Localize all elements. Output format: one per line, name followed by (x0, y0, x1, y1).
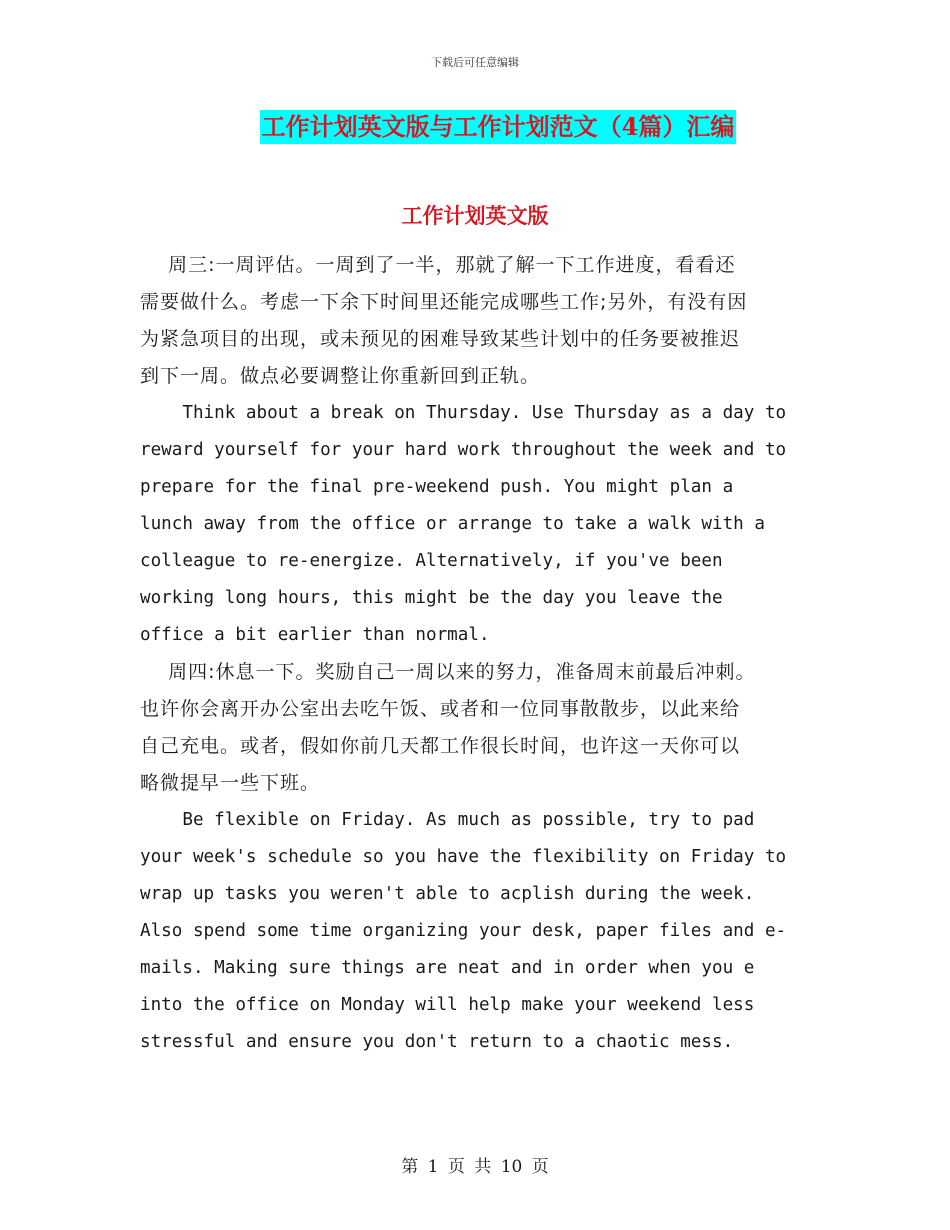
body-line: Also spend some time organizing your desk, paper files and e- (140, 921, 787, 941)
section-title: 工作计划英文版 (401, 203, 549, 228)
body-line: working long hours, this might be the day you leave the (140, 588, 723, 608)
body-line: stressful and ensure you don't return to a chaotic mess. (140, 1032, 734, 1052)
body-line: 周三:一周评估。一周到了一半，那就了解一下工作进度，看看还 (140, 254, 736, 276)
body-line: lunch away from the office or arrange to take a walk with a (140, 514, 765, 534)
body-line: office a bit earlier than normal. (140, 625, 490, 645)
body-line: 也许你会离开办公室出去吃午饭、或者和一位同事散散步，以此来给 (140, 698, 741, 720)
body-line: your week's schedule so you have the flexibility on Friday to (140, 847, 787, 867)
header-note: 下载后可任意编辑 (431, 56, 519, 69)
body-line: prepare for the final pre-weekend push. You might plan a (140, 477, 734, 497)
body-line: 自己充电。或者，假如你前几天都工作很长时间，也许这一天你可以 (140, 735, 741, 757)
body-line: 周四:休息一下。奖励自己一周以来的努力，准备周末前最后冲刺。 (140, 661, 756, 683)
body-line: mails. Making sure things are neat and in order when you e (140, 958, 755, 978)
body-line: into the office on Monday will help make your weekend less (140, 995, 755, 1015)
body-line: colleague to re-energize. Alternatively, if you've been (140, 551, 723, 571)
document-title: 工作计划英文版与工作计划范文（4篇）汇编 (260, 110, 737, 144)
body-text (140, 247, 840, 1061)
body-line: 为紧急项目的出现，或未预见的困难导致某些计划中的任务要被推迟 (140, 328, 741, 350)
body-line: wrap up tasks you weren't able to acplish during the week. (140, 884, 755, 904)
page-footer: 第 1 页 共 10 页 (401, 1157, 549, 1177)
body-line: reward yourself for your hard work throughout the week and to (140, 440, 787, 460)
body-line: 需要做什么。考虑一下余下时间里还能完成哪些工作;另外，有没有因 (140, 291, 748, 313)
document-title-wrap (0, 110, 950, 144)
body-line: Think about a break on Thursday. Use Thursday as a day to (140, 403, 787, 423)
body-line: Be flexible on Friday. As much as possible, try to pad (140, 810, 755, 830)
body-line: 到下一周。做点必要调整让你重新回到正轨。 (140, 365, 541, 387)
body-line: 略微提早一些下班。 (140, 772, 321, 794)
